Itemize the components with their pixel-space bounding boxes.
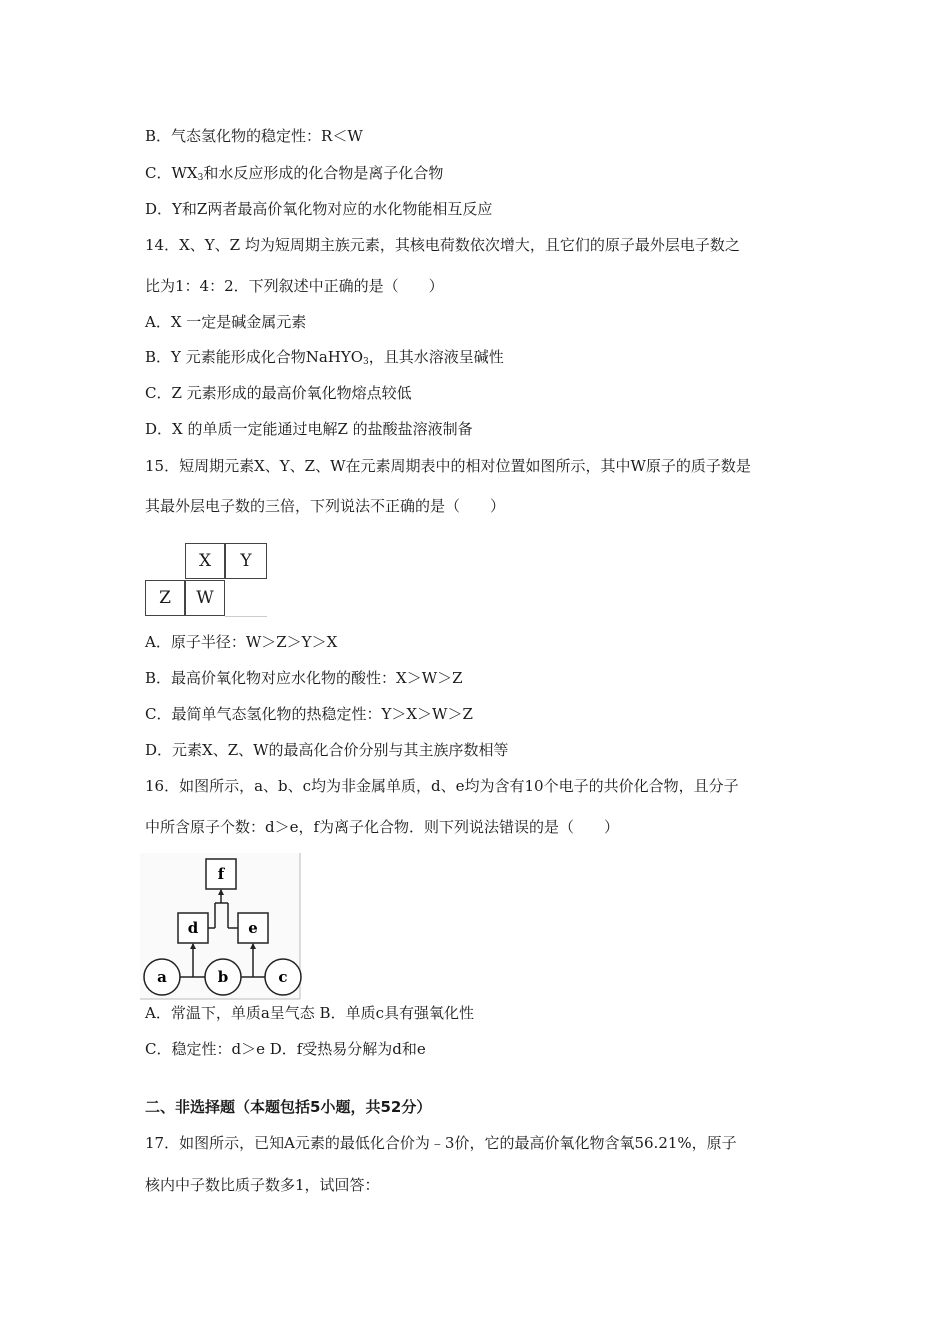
q16-stem-line2: 中所含原子个数：d＞e，f为离子化合物．则下列说法错误的是（ ） <box>145 818 620 836</box>
q15-option-c: C．最简单气态氢化物的热稳定性：Y＞X＞W＞Z <box>145 705 473 723</box>
q16-options-ab: A．常温下，单质a呈气态 B．单质c具有强氧化性 <box>145 1004 474 1022</box>
q14-option-d: D．X 的单质一定能通过电解Z 的盐酸盐溶液制备 <box>145 420 473 438</box>
label-e: e <box>248 919 258 937</box>
q14-option-b <box>145 347 504 372</box>
periodic-table-fragment <box>145 543 270 618</box>
q14-option-a: A．X 一定是碱金属元素 <box>145 313 307 331</box>
cell-z: Z <box>145 580 185 616</box>
q16-options-cd: C．稳定性：d＞e D．f受热易分解为d和e <box>145 1040 426 1058</box>
q17-stem-line2: 核内中子数比质子数多1，试回答： <box>145 1176 380 1194</box>
q14-option-c: C．Z 元素形成的最高价氧化物熔点较低 <box>145 384 412 402</box>
q15-stem-line2: 其最外层电子数的三倍，下列说法不正确的是（ ） <box>145 497 506 515</box>
q14-option-b-pre: B．Y 元素能形成化合物NaHYO <box>145 348 364 366</box>
q17-stem-line1: 17．如图所示，已知A元素的最低化合价为﹣3价，它的最高价氧化物含氧56.21%，原子 <box>145 1134 737 1152</box>
q16-stem-line1: 16．如图所示，a、b、c均为非金属单质，d、e均为含有10个电子的共价化合物，且分子 <box>145 777 739 795</box>
q13-option-d: D．Y和Z两者最高价氧化物对应的水化物能相互反应 <box>145 200 493 218</box>
table-edge <box>225 616 267 617</box>
cell-w: W <box>185 580 225 616</box>
q13-option-b: B．气态氢化物的稳定性：R＜W <box>145 127 363 145</box>
section-heading: 二、非选择题（本题包括5小题，共52分） <box>145 1098 432 1116</box>
label-a: a <box>157 968 167 986</box>
label-c: c <box>278 968 288 986</box>
label-d: d <box>187 919 199 937</box>
cell-y: Y <box>225 543 267 579</box>
cell-x: X <box>185 543 225 579</box>
q13-option-c-pre: C．WX <box>145 164 198 182</box>
reaction-diagram <box>140 853 305 1001</box>
label-b: b <box>217 968 229 986</box>
q14-option-b-post: ，且其水溶液呈碱性 <box>368 348 504 366</box>
q15-option-d: D．元素X、Z、W的最高化合价分别与其主族序数相等 <box>145 741 509 759</box>
q13-option-c-sub: 3 <box>197 173 204 183</box>
label-f: f <box>217 865 225 883</box>
reaction-diagram-svg <box>140 853 305 1001</box>
q15-option-a: A．原子半径：W＞Z＞Y＞X <box>145 633 338 651</box>
q13-option-c-post: 和水反应形成的化合物是离子化合物 <box>203 164 444 182</box>
q15-option-b: B．最高价氧化物对应水化物的酸性：X＞W＞Z <box>145 669 463 687</box>
q14-stem-line2: 比为1：4：2．下列叙述中正确的是（ ） <box>145 277 444 295</box>
q15-stem-line1: 15．短周期元素X、Y、Z、W在元素周期表中的相对位置如图所示，其中W原子的质子数是 <box>145 457 751 475</box>
q13-option-c <box>145 163 443 188</box>
q14-stem-line1: 14．X、Y、Z 均为短周期主族元素，其核电荷数依次增大，且它们的原子最外层电子数之 <box>145 236 740 254</box>
q14-option-b-sub: 3 <box>363 357 369 367</box>
